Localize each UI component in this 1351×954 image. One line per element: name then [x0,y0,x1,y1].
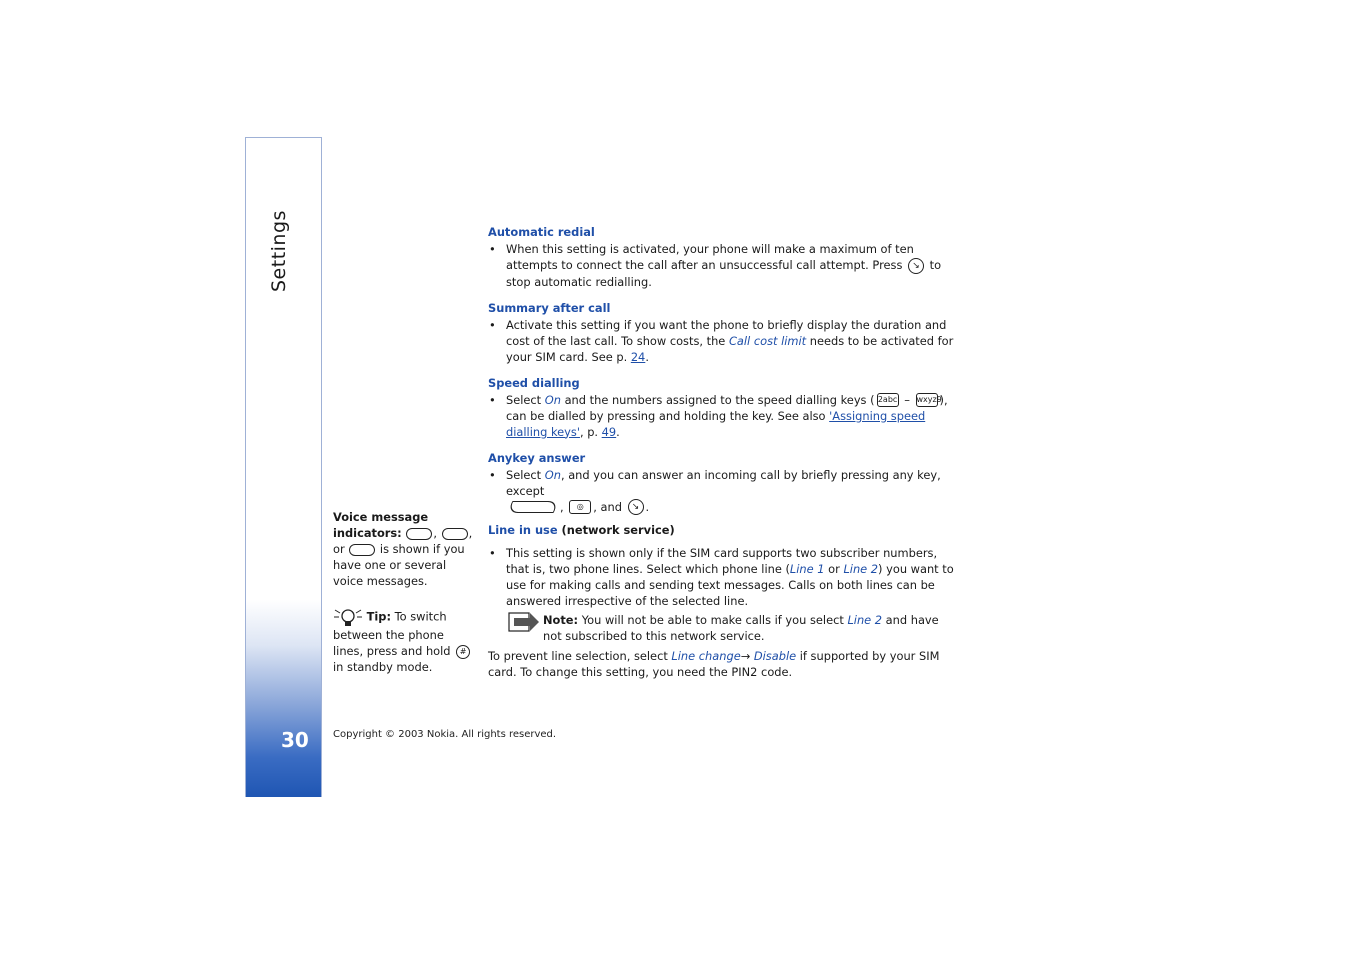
para-text: To prevent line selection, select [488,649,668,663]
speed-text-b: and the numbers assigned to the speed dialling keys ( [564,392,875,407]
speed-text-c: ), can be dialled by pressing and holding the key. See also [506,392,948,423]
speed-dialling-item [488,392,958,440]
voice-title: Voice message indicators: [333,510,429,540]
key-9-icon: wxyz9 [916,393,938,407]
line-change-paragraph [488,648,958,680]
voice-text: is shown if you have one or several voice messages. [333,542,465,588]
note-arrow-icon [508,612,540,632]
line-or: or [828,562,840,576]
voice-both-lines-icon [349,544,375,556]
link-assigning-speed-dialling-keys[interactable]: 'Assigning speed dialling keys' [506,408,926,439]
note [488,612,958,644]
separator: , [433,526,437,540]
speed-text-d: , p. [579,424,599,439]
automatic-redial-item [488,241,958,290]
period: . [645,499,650,514]
arrow-icon: → [740,649,751,663]
note-text: You will not be able to make calls if you select [581,613,844,627]
para-text-b: if supported by your SIM card. To change this setting, you need the PIN2 code. [488,649,940,679]
lightbulb-tip-icon [333,607,363,627]
anykey-text: Select [506,467,542,482]
copyright-notice: Copyright © 2003 Nokia. All rights reserved. [333,729,557,740]
main-content [488,224,958,680]
summary-text-b: needs to be activated for your SIM card. See p. [506,333,954,364]
automatic-redial-text: When this setting is activated, your phone will make a maximum of ten attempts to connect the call after an unsuccessful call attempt. Press [506,242,914,272]
option-on: On [544,467,561,482]
summary-after-call-item [488,317,958,365]
menu-key-icon: ◎ [569,500,591,514]
speed-text: Select [506,392,542,407]
automatic-redial-text-end: to stop automatic redialling. [506,258,942,289]
note-option-line-2: Line 2 [847,613,883,627]
dash: – [904,392,910,407]
voice-or: or [333,542,345,556]
heading-anykey-answer: Anykey answer [488,450,586,465]
page-number: 30 [281,728,309,752]
option-line-2: Line 2 [843,562,879,576]
period: . [616,424,620,439]
line-in-use-suffix: (network service) [561,523,675,537]
anykey-answer-item [488,467,958,516]
heading-automatic-redial: Automatic redial [488,225,595,239]
period: . [645,349,649,364]
tip-note [333,607,473,675]
option-line-change: Line change [671,649,741,663]
voice-message-note [333,509,473,589]
tip-text: To switch between the phone lines, press and hold [333,609,451,658]
separator: , [468,526,473,540]
line-text-b: ) you want to use for making calls and sending text messages. Calls on both lines can be answered irrespective of the selected line. [506,562,954,608]
key-2-icon: 2abc [877,393,899,407]
tip-label: Tip: [366,609,392,624]
line-in-use-item [488,545,958,609]
section-title: Settings [268,210,290,292]
page-link-49[interactable]: 49 [601,424,617,439]
voice-line2-icon [442,528,468,540]
separator: , [560,499,564,514]
anykey-text-b: , and you can answer an incoming call by briefly pressing any key, except [506,467,941,498]
note-label: Note: [543,613,579,627]
anykey-and: , and [593,499,622,514]
option-call-cost-limit: Call cost limit [728,333,807,348]
option-disable: Disable [753,649,797,663]
end-call-key-icon: ↘ [908,258,924,274]
heading-line-in-use [488,522,958,538]
hash-key-icon: # [456,645,470,659]
heading-speed-dialling: Speed dialling [488,375,580,390]
margin-notes [333,509,473,675]
line-text: This setting is shown only if the SIM card supports two subscriber numbers, that is, two phone lines. Select which phone line ( [506,546,938,576]
line-in-use-title: Line in use [488,523,558,537]
summary-text: Activate this setting if you want the phone to briefly display the duration and cost of the last call. To show costs, the [506,317,947,348]
option-on: On [544,392,561,407]
tip-text-end: in standby mode. [333,660,433,674]
end-call-key-icon: ↘ [628,499,644,515]
voice-line1-icon [406,528,432,540]
option-line-1: Line 1 [789,562,825,576]
heading-summary-after-call: Summary after call [488,300,611,315]
note-text-b: and have not subscribed to this network service. [543,613,939,643]
selection-key-icon [506,501,561,513]
page-link-24[interactable]: 24 [630,349,646,364]
